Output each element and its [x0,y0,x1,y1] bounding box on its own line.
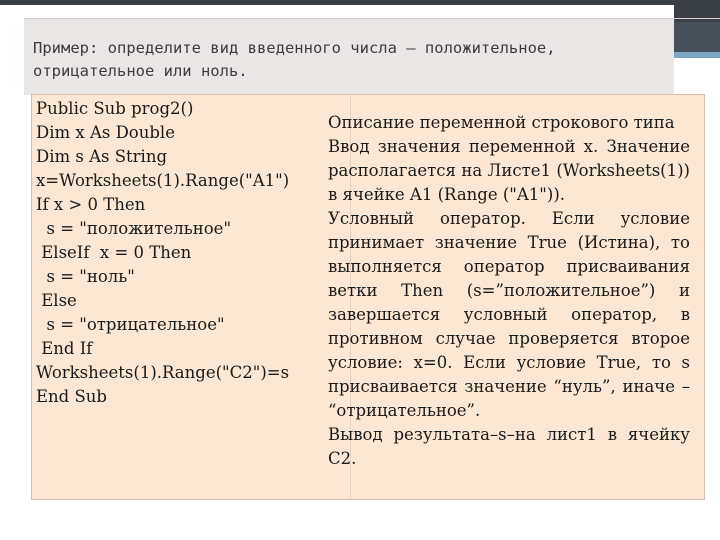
code-line: If x > 0 Then [36,195,146,214]
top-bar [0,0,720,5]
description-input: Ввод значения переменной x. Значение располагается на Листе1 (Worksheets(1)) в ячейке A1 (Range ("A1")). [328,137,690,204]
code-line: s = "отрицательное" [36,315,225,334]
slide-title: Пример: определите вид введенного числа – положительное, отрицательное или ноль. [33,39,556,80]
code-table [31,94,705,500]
code-line: s = "ноль" [36,267,135,286]
code-line: x=Worksheets(1).Range("A1") [36,171,290,190]
code-line: End If [36,339,93,358]
code-line: End Sub [36,387,107,406]
description-column [328,111,690,471]
code-line: Public Sub prog2() [36,99,194,118]
code-line: s = "положительное" [36,219,232,238]
description-variable: Описание переменной строкового типа [328,113,675,132]
description-condition: Условный оператор. Если условие принимает значение True (Истина), то выполняется оператор присваивания ветки Then (s=”положительное”) и завершается условный оператор, в противном случае проверяется второе условие: x=0. Если условие True, то s присваивается значение “нуль”, иначе – “отрицательное”. [328,209,690,420]
code-line: Dim s As String [36,147,168,166]
code-line: Worksheets(1).Range("C2")=s [36,363,290,382]
code-line: Else [36,291,77,310]
code-line: ElseIf x = 0 Then [36,243,192,262]
corner-decoration-lower [674,22,720,52]
corner-accent-stripe [674,52,720,58]
code-column [36,97,346,409]
description-output: Вывод результата–s–на лист1 в ячейку C2. [328,425,690,468]
code-line: Dim x As Double [36,123,175,142]
